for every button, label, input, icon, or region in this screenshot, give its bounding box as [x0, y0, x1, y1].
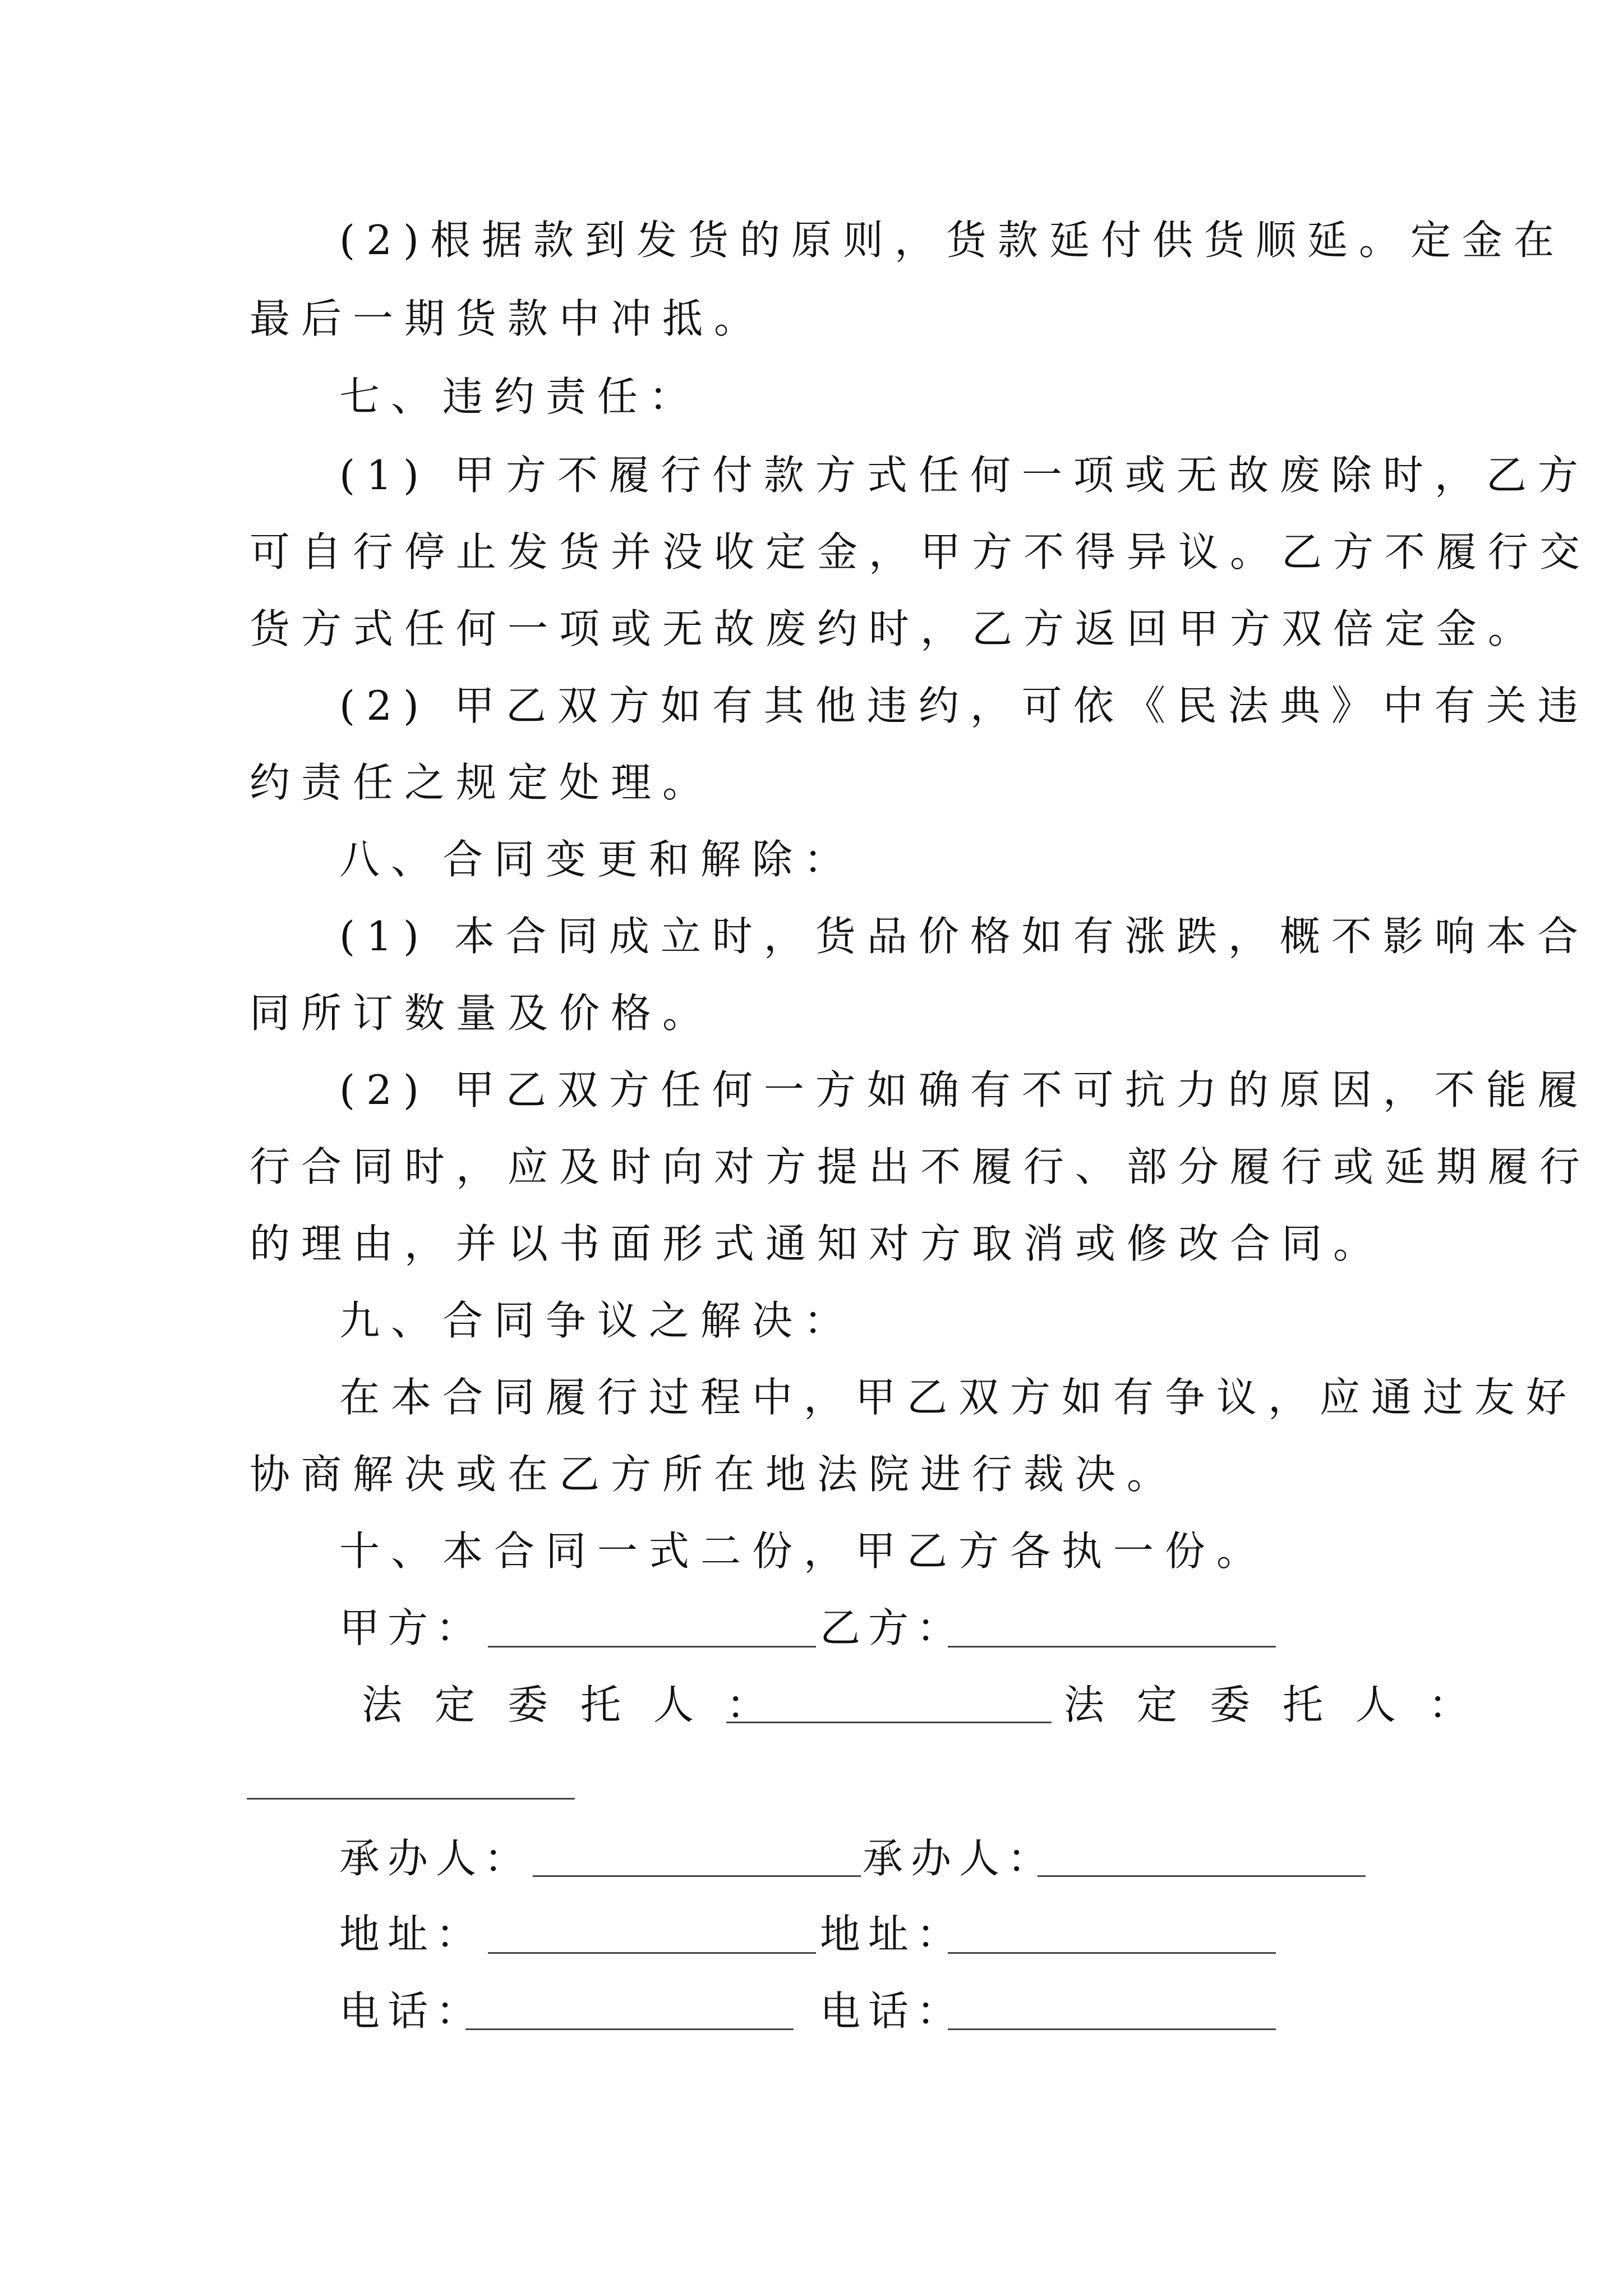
paragraph-line: 可自行停止发货并没收定金，甲方不得异议。乙方不履行交 [250, 528, 1592, 576]
phone-a-blank[interactable] [465, 2028, 794, 2030]
phone-b-label: 电话： [820, 1987, 965, 2035]
paragraph-line: (2) 甲乙双方任何一方如确有不可抗力的原因，不能履 [339, 1066, 1589, 1114]
handler-b-label: 承办人： [863, 1835, 1056, 1882]
handler-b-blank[interactable] [1038, 1875, 1366, 1877]
handler-a-label: 承办人： [339, 1835, 533, 1882]
phone-a-label: 电话： [339, 1987, 485, 2035]
phone-b-blank[interactable] [948, 2028, 1276, 2030]
section-heading: 七、违约责任： [339, 373, 701, 420]
handler-a-blank[interactable] [533, 1875, 861, 1877]
party-a-label: 甲方： [339, 1604, 485, 1651]
address-b-label: 地址： [820, 1911, 965, 1958]
section-heading: 十、本合同一式二份，甲乙方各执一份。 [339, 1527, 1269, 1575]
section-heading: 九、合同争议之解决： [339, 1297, 856, 1344]
address-b-blank[interactable] [948, 1952, 1276, 1954]
paragraph-line: (1) 甲方不履行付款方式任何一项或无故废除时，乙方 [339, 452, 1589, 499]
paragraph-line: 行合同时，应及时向对方提出不履行、部分履行或延期履行 [250, 1143, 1592, 1190]
party-b-blank[interactable] [948, 1646, 1276, 1648]
agent-a-label: 法定委托人： [362, 1681, 800, 1728]
paragraph-line: 的理由，并以书面形式通知对方取消或修改合同。 [250, 1220, 1385, 1267]
paragraph-line: 货方式任何一项或无故废约时，乙方返回甲方双倍定金。 [250, 605, 1540, 652]
paragraph-line: 在本合同履行过程中，甲乙双方如有争议，应通过友好 [339, 1374, 1578, 1421]
paragraph-line: 约责任之规定处理。 [250, 759, 714, 806]
section-heading: 八、合同变更和解除： [339, 836, 856, 883]
paragraph-line: (1) 本合同成立时，货品价格如有涨跌，概不影响本合 [339, 913, 1589, 960]
agent-a-blank[interactable] [726, 1722, 1052, 1723]
party-a-blank[interactable] [488, 1646, 816, 1648]
agent-b-blank[interactable] [247, 1798, 575, 1800]
address-a-label: 地址： [339, 1911, 485, 1958]
party-b-label: 乙方： [820, 1604, 965, 1651]
paragraph-line: 最后一期货款中冲抵。 [250, 295, 766, 342]
address-a-blank[interactable] [488, 1952, 816, 1954]
paragraph-line: (2) 甲乙双方如有其他违约，可依《民法典》中有关违 [339, 682, 1589, 729]
paragraph-line: 同所订数量及价格。 [250, 990, 714, 1037]
paragraph-line: 协商解决或在乙方所在地法院进行裁决。 [250, 1451, 1179, 1498]
agent-b-label: 法定委托人： [1064, 1681, 1502, 1728]
paragraph-line: (2)根据款到发货的原则，货款延付供货顺延。定金在 [339, 217, 1565, 264]
